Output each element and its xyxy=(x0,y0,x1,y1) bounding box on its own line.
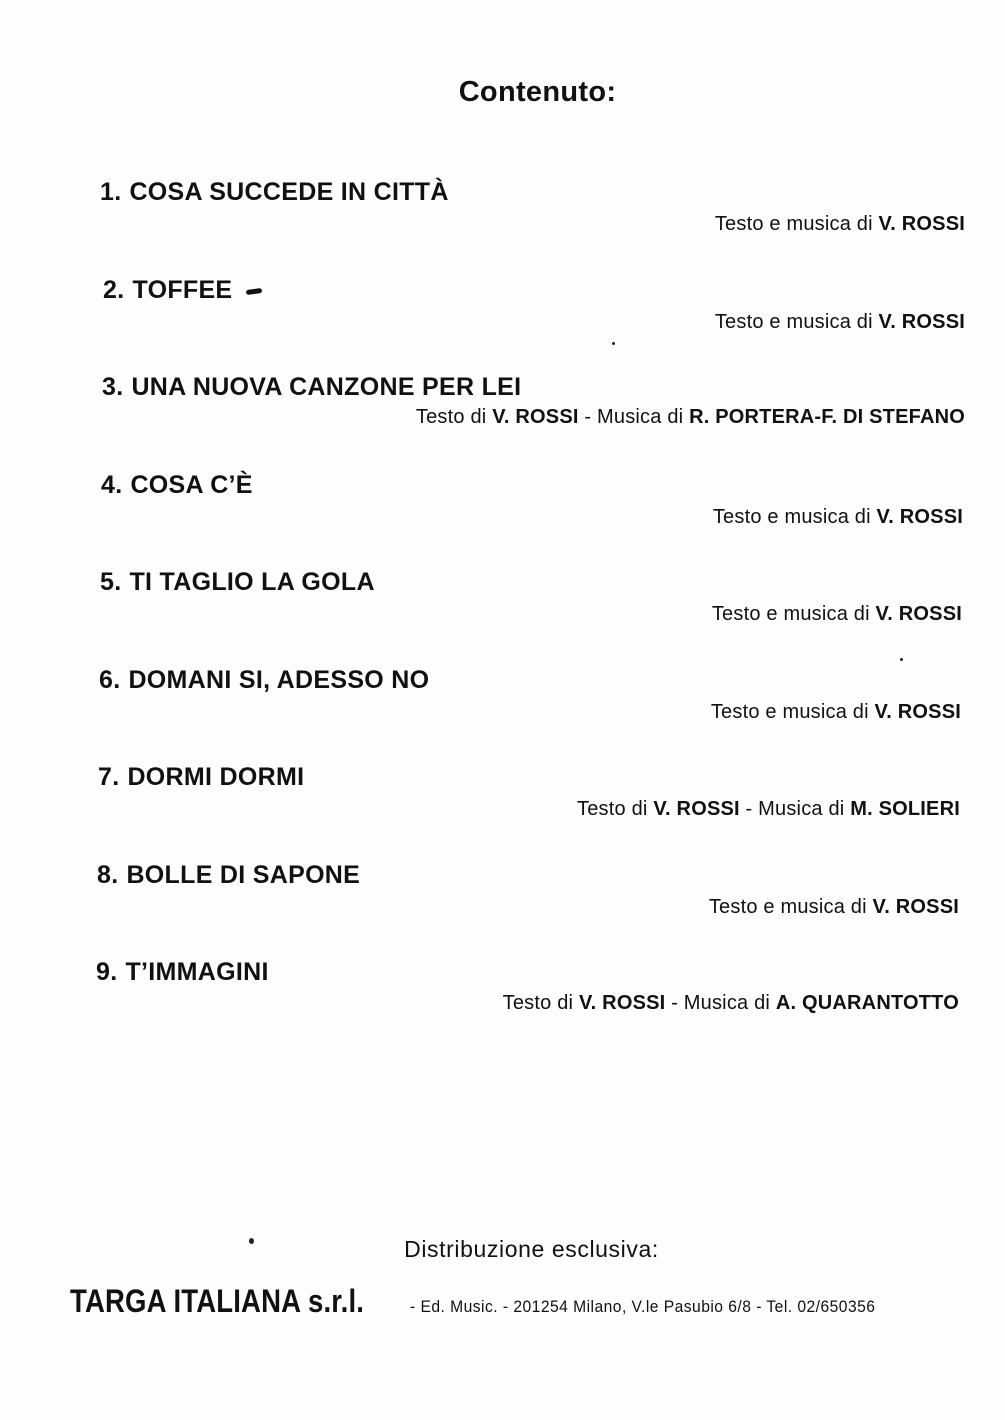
track-entry xyxy=(0,471,1005,561)
track-title xyxy=(99,666,429,695)
credit-name: V. ROSSI xyxy=(492,406,579,428)
credit-name: V. ROSSI xyxy=(653,798,740,820)
credit-text: Testo e musica di xyxy=(714,311,879,333)
track-number: 6. xyxy=(99,666,121,694)
company-address: - Ed. Music. - 201254 Milano, V.le Pasubio 6/8 - Tel. 02/650356 xyxy=(410,1297,876,1316)
track-name: COSA SUCCEDE IN CITTÀ xyxy=(129,178,449,206)
print-speck xyxy=(612,342,615,345)
credit-text: - Musica di xyxy=(578,406,690,428)
track-entry xyxy=(0,373,1005,463)
track-name: COSA C’È xyxy=(130,471,253,499)
track-entry xyxy=(0,763,1005,853)
track-number: 9. xyxy=(96,958,118,986)
track-number: 3. xyxy=(102,373,124,401)
track-entry xyxy=(0,178,1005,268)
track-title xyxy=(102,373,521,402)
credit-name: M. SOLIERI xyxy=(850,798,960,820)
credit-name: V. ROSSI xyxy=(876,506,963,528)
track-name: UNA NUOVA CANZONE PER LEI xyxy=(131,373,522,401)
credit-name: V. ROSSI xyxy=(872,896,959,918)
track-number: 4. xyxy=(101,471,123,499)
credit-name: V. ROSSI xyxy=(578,992,666,1014)
track-credit xyxy=(416,406,965,429)
credit-name: V. ROSSI xyxy=(878,213,965,235)
credit-name: V. ROSSI xyxy=(874,701,961,723)
track-credit xyxy=(711,701,961,724)
track-name: DOMANI SI, ADESSO NO xyxy=(128,666,430,694)
dash-mark xyxy=(246,288,263,295)
track-title xyxy=(103,276,262,305)
track-entry xyxy=(0,861,1005,951)
track-credit xyxy=(713,506,963,529)
track-title xyxy=(100,568,375,597)
credit-text: Testo e musica di xyxy=(708,896,873,918)
track-name: DORMI DORMI xyxy=(127,763,305,791)
credit-text: Testo e musica di xyxy=(710,701,875,723)
track-credit xyxy=(709,896,959,919)
credit-text: Testo di xyxy=(577,798,654,820)
credit-name: R. PORTERA-F. DI STEFANO xyxy=(689,406,965,428)
track-number: 8. xyxy=(97,861,119,889)
credit-text: - Musica di xyxy=(739,798,851,820)
credit-name: V. ROSSI xyxy=(878,311,965,333)
track-title xyxy=(101,471,253,500)
track-number: 7. xyxy=(98,763,120,791)
track-credit xyxy=(715,311,965,334)
credit-text: Testo e musica di xyxy=(712,506,877,528)
track-number: 1. xyxy=(100,178,122,206)
distribution-label: Distribuzione esclusiva: xyxy=(404,1236,659,1262)
track-name: TI TAGLIO LA GOLA xyxy=(129,568,375,596)
credit-name: V. ROSSI xyxy=(875,603,962,625)
track-number: 5. xyxy=(100,568,122,596)
track-title xyxy=(100,178,449,207)
track-credit xyxy=(577,798,960,821)
track-credit xyxy=(715,213,965,236)
company-name: TARGA ITALIANA s.r.l. xyxy=(70,1283,365,1319)
track-entry xyxy=(0,276,1005,366)
credit-text: Testo di xyxy=(502,992,579,1014)
track-credit xyxy=(712,603,962,626)
track-number: 2. xyxy=(103,276,125,304)
track-credit xyxy=(503,992,959,1015)
distributor-footer xyxy=(70,1283,876,1320)
track-entry xyxy=(0,958,1005,1048)
print-speck xyxy=(900,658,903,661)
credit-text: Testo di xyxy=(415,406,493,428)
track-entry xyxy=(0,666,1005,756)
credit-text: Testo e musica di xyxy=(711,603,876,625)
credit-text: Testo e musica di xyxy=(714,213,879,235)
track-title xyxy=(96,958,269,987)
track-title xyxy=(97,861,360,890)
credit-name: A. QUARANTOTTO xyxy=(775,992,959,1014)
track-entry xyxy=(0,568,1005,658)
track-name: BOLLE DI SAPONE xyxy=(126,861,361,889)
page-heading: Contenuto: xyxy=(458,76,617,108)
track-title xyxy=(98,763,304,792)
credit-text: - Musica di xyxy=(665,992,776,1014)
track-name: TOFFEE xyxy=(132,276,233,304)
track-name: T’IMMAGINI xyxy=(125,958,269,986)
